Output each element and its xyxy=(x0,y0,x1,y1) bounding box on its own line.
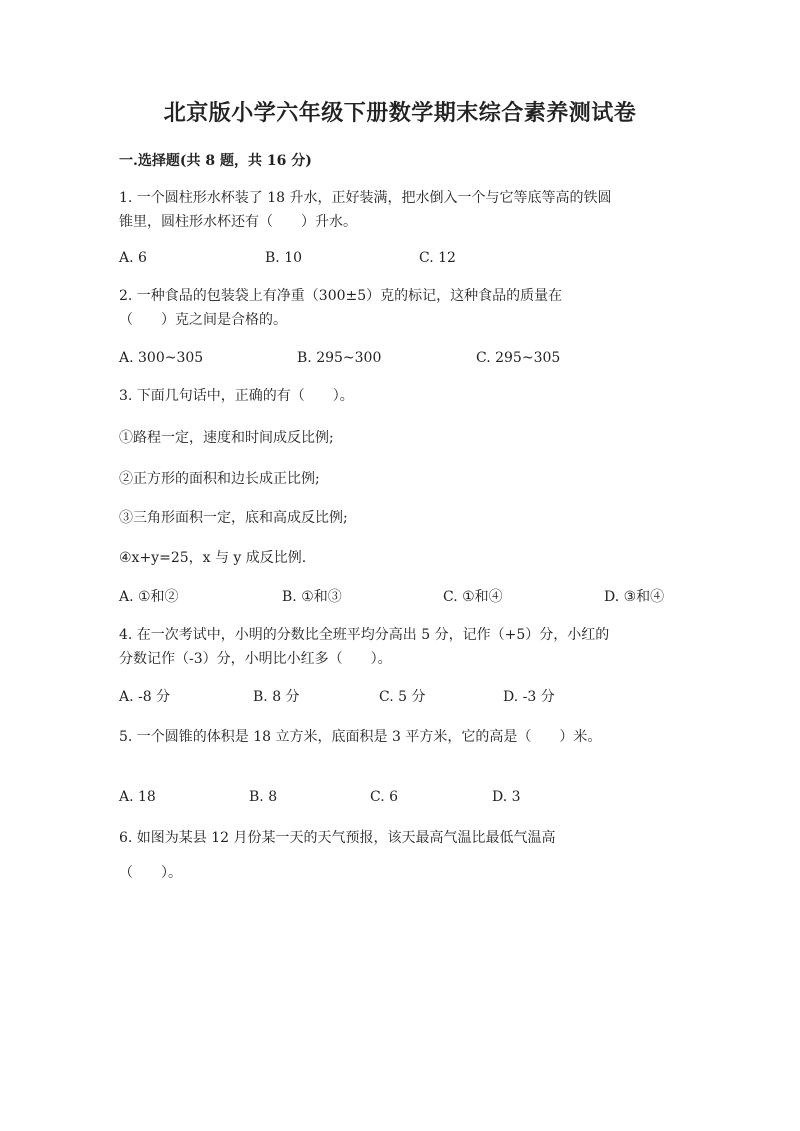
question-4-line-2: 分数记作（-3）分，小明比小红多（ ）。 xyxy=(119,651,392,667)
option-5b: B. 8 xyxy=(249,789,278,805)
option-3b: B. ①和③ xyxy=(282,589,342,605)
statement-2: ②正方形的面积和边长成正比例; xyxy=(119,471,320,487)
option-2a: A. 300~305 xyxy=(119,350,204,366)
option-2b: B. 295~300 xyxy=(297,350,382,366)
question-2-line-2: （ ）克之间是合格的。 xyxy=(119,312,287,328)
option-4a: A. -8 分 xyxy=(119,689,171,705)
option-4c: C. 5 分 xyxy=(379,689,426,705)
question-2-line-1: 2. 一种食品的包装袋上有净重（300±5）克的标记，这种食品的质量在 xyxy=(119,288,563,304)
option-3c: C. ①和④ xyxy=(443,589,503,605)
option-2c: C. 295~305 xyxy=(476,350,561,366)
question-1-line-2: 锥里，圆柱形水杯还有（ ）升水。 xyxy=(119,214,357,230)
statement-3: ③三角形面积一定，底和高成反比例; xyxy=(119,510,348,526)
section-title: 一.选择题(共 8 题，共 16 分) xyxy=(119,153,312,169)
question-5-line-1: 5. 一个圆锥的体积是 18 立方米，底面积是 3 平方米，它的高是（ ）米。 xyxy=(119,729,602,745)
option-5a: A. 18 xyxy=(119,789,156,805)
option-4b: B. 8 分 xyxy=(253,689,300,705)
question-6-line-1: 6. 如图为某县 12 月份某一天的天气预报，该天最高气温比最低气温高 xyxy=(119,830,556,846)
statement-1: ①路程一定，速度和时间成反比例; xyxy=(119,430,334,446)
option-1a: A. 6 xyxy=(119,250,147,266)
option-1c: C. 12 xyxy=(419,250,456,266)
question-3-line-1: 3. 下面几句话中，正确的有（ ）。 xyxy=(119,388,354,404)
option-5d: D. 3 xyxy=(492,789,521,805)
option-3d: D. ③和④ xyxy=(604,589,665,605)
option-4d: D. -3 分 xyxy=(503,689,555,705)
page-title: 北京版小学六年级下册数学期末综合素养测试卷 xyxy=(163,100,637,126)
option-3a: A. ①和② xyxy=(119,589,179,605)
statement-4: ④x+y=25，x 与 y 成反比例. xyxy=(119,550,307,566)
question-4-line-1: 4. 在一次考试中，小明的分数比全班平均分高出 5 分，记作（+5）分，小红的 xyxy=(119,627,610,643)
question-1-line-1: 1. 一个圆柱形水杯装了 18 升水，正好装满，把水倒入一个与它等底等高的铁圆 xyxy=(119,190,612,206)
option-5c: C. 6 xyxy=(370,789,399,805)
question-6-line-2: （ ）。 xyxy=(119,865,182,881)
option-1b: B. 10 xyxy=(265,250,303,266)
